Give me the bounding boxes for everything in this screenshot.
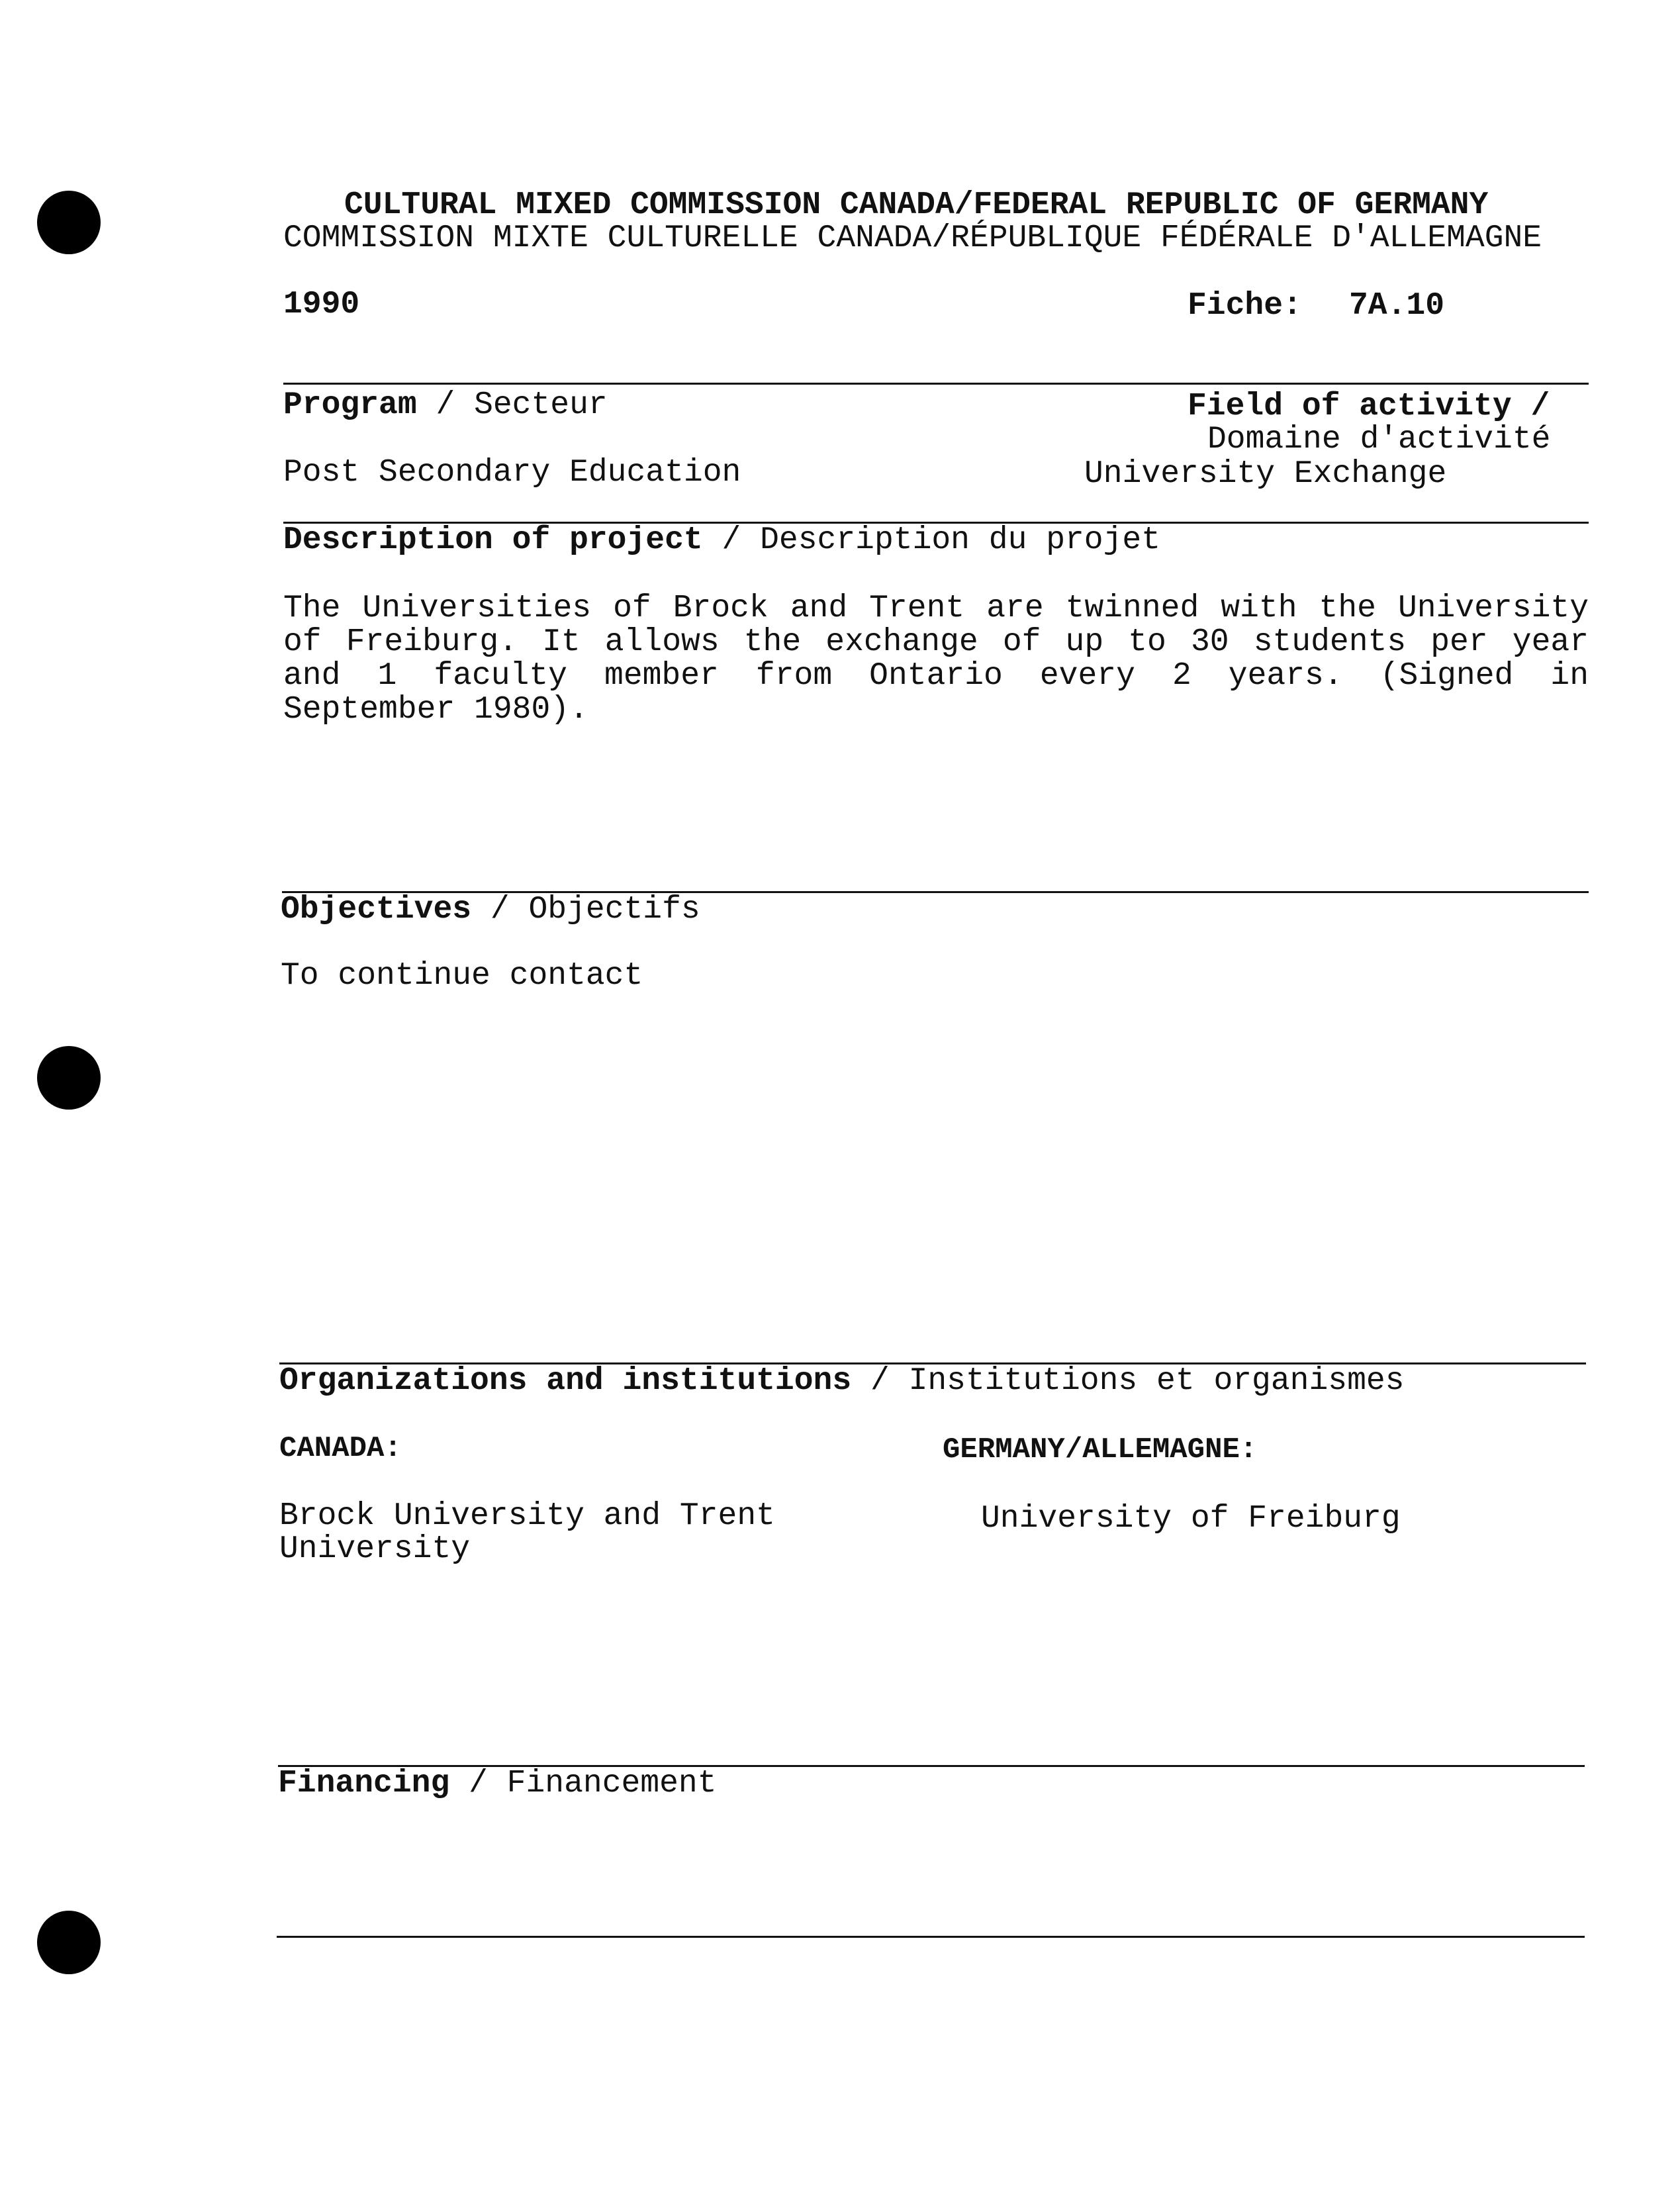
- punch-hole-bottom: [37, 1911, 101, 1974]
- punch-hole-top: [37, 191, 101, 254]
- organizations-label-fr: / Institutions et organismes: [870, 1363, 1405, 1399]
- field-label-fr: Domaine d'activité: [1207, 422, 1551, 457]
- description-label-fr: / Description du projet: [722, 522, 1161, 558]
- financing-label: Financing: [278, 1766, 450, 1801]
- section-rule: [283, 383, 1589, 385]
- canada-institution-line2: University: [279, 1531, 471, 1567]
- objectives-label-fr: / Objectifs: [490, 892, 700, 928]
- organizations-heading: [279, 1364, 1404, 1398]
- field-value: University Exchange: [1084, 456, 1447, 492]
- canada-label: CANADA:: [279, 1432, 402, 1465]
- title-english: CULTURAL MIXED COMMISSION CANADA/FEDERAL REPUBLIC OF GERMANY: [344, 187, 1489, 223]
- organizations-label: Organizations and institutions: [279, 1363, 852, 1399]
- objectives-label: Objectives: [281, 892, 472, 928]
- fiche-number: 7A.10: [1349, 288, 1445, 324]
- canada-institution-line1: Brock University and Trent: [279, 1498, 775, 1534]
- program-value: Post Secondary Education: [283, 455, 741, 491]
- program-label-fr: / Secteur: [436, 387, 608, 423]
- description-label: Description of project: [283, 522, 703, 558]
- section-rule: [277, 1936, 1585, 1938]
- description-text: The Universities of Brock and Trent are twinned with the University of Freiburg. It allows the exchange of up to 30 students per year and 1 faculty member from Ontario every 2 years. (Signed in September 1980).: [283, 591, 1589, 728]
- financing-label-fr: / Financement: [469, 1766, 717, 1801]
- objectives-text: To continue contact: [281, 958, 643, 994]
- program-heading: [283, 388, 608, 422]
- fiche-label: Fiche:: [1188, 288, 1302, 324]
- punch-hole-middle: [37, 1046, 101, 1110]
- germany-institution: University of Freiburg: [981, 1501, 1401, 1537]
- field-label: Field of activity /: [1188, 389, 1550, 424]
- title-french: COMMISSION MIXTE CULTURELLE CANADA/RÉPUBLIQUE FÉDÉRALE D'ALLEMAGNE: [283, 220, 1542, 256]
- financing-heading: [278, 1766, 717, 1801]
- year: 1990: [283, 287, 360, 322]
- program-label: Program: [283, 387, 417, 423]
- description-heading: [283, 523, 1160, 557]
- objectives-heading: [281, 892, 700, 927]
- germany-label: GERMANY/ALLEMAGNE:: [943, 1433, 1258, 1466]
